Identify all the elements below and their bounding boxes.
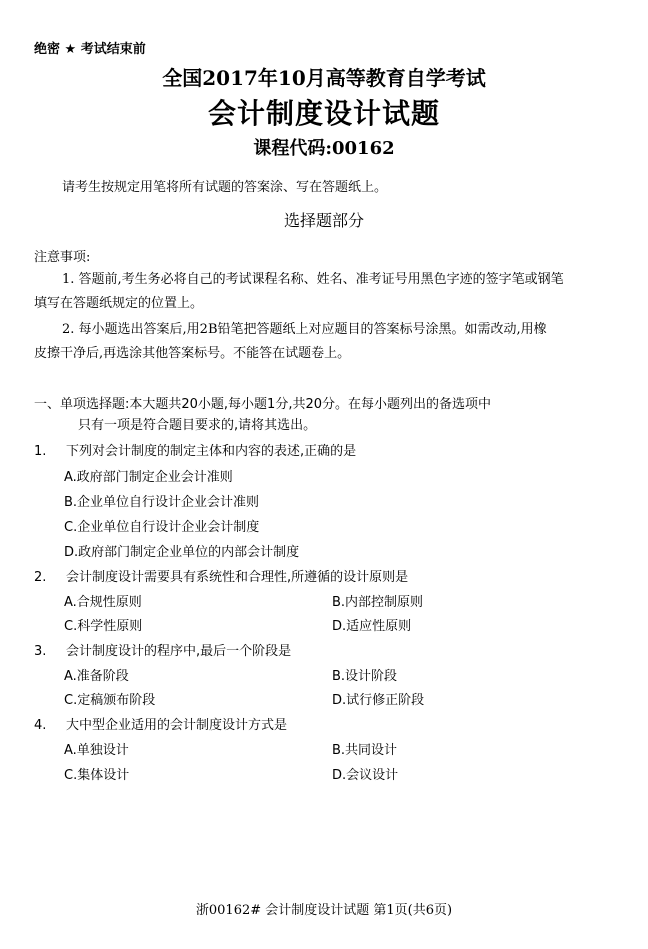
part-heading-line-1: 一、单项选择题:本大题共20小题,每小题1分,共20分。在每小题列出的备选项中 [34,397,491,412]
question-4-option-b: B.共同设计 [332,743,398,758]
question-number: 3. [34,644,47,659]
question-number: 1. [34,444,47,459]
note-2-line-2: 皮擦干净后,再选涂其他答案标号。不能答在试题卷上。 [34,346,351,361]
question-number: 2. [34,570,47,585]
question-1-option-b: B.企业单位自行设计企业会计准则 [64,495,260,510]
page-footer: 浙00162# 会计制度设计试题 第1页(共6页) [195,903,453,918]
question-4 [34,714,287,733]
question-3-option-d: D.试行修正阶段 [332,693,425,708]
notes-title: 注意事项: [34,250,91,265]
question-1 [34,440,356,459]
question-4-option-c: C.集体设计 [64,768,130,783]
question-text: 下列对会计制度的制定主体和内容的表述,正确的是 [66,444,357,459]
question-4-option-a: A.单独设计 [64,743,129,758]
question-text: 会计制度设计需要具有系统性和合理性,所遵循的设计原则是 [66,570,409,585]
question-2 [34,566,408,585]
question-text: 大中型企业适用的会计制度设计方式是 [66,718,288,733]
question-3-option-a: A.准备阶段 [64,669,129,684]
question-2-option-b: B.内部控制原则 [332,595,424,610]
question-number: 4. [34,718,47,733]
question-2-option-c: C.科学性原则 [64,619,143,634]
question-2-option-a: A.合规性原则 [64,595,142,610]
section-title: 选择题部分 [283,211,364,230]
instruction-text: 请考生按规定用笔将所有试题的答案涂、写在答题纸上。 [62,180,388,195]
exam-title: 全国2017年10月高等教育自学考试 [162,66,486,90]
note-1-line-1: 1. 答题前,考生务必将自己的考试课程名称、姓名、准考证号用黑色字迹的签字笔或钢笔 [62,272,564,287]
course-code: 课程代码:00162 [253,138,395,159]
question-2-option-d: D.适应性原则 [332,619,412,634]
paper-title: 会计制度设计试题 [207,97,440,130]
question-1-option-c: C.企业单位自行设计企业会计制度 [64,520,260,535]
question-1-option-a: A.政府部门制定企业会计准则 [64,470,233,485]
question-3-option-b: B.设计阶段 [332,669,398,684]
part-heading-line-2: 只有一项是符合题目要求的,请将其选出。 [78,418,317,433]
question-1-option-d: D.政府部门制定企业单位的内部会计制度 [64,545,300,560]
confidential-label: 绝密 ★ 考试结束前 [34,42,146,57]
question-3-option-c: C.定稿颁布阶段 [64,693,156,708]
question-text: 会计制度设计的程序中,最后一个阶段是 [66,644,292,659]
note-1-line-2: 填写在答题纸规定的位置上。 [34,296,204,311]
question-4-option-d: D.会议设计 [332,768,399,783]
note-2-line-1: 2. 每小题选出答案后,用2B铅笔把答题纸上对应题目的答案标号涂黑。如需改动,用橡 [62,322,547,337]
question-3 [34,640,291,659]
